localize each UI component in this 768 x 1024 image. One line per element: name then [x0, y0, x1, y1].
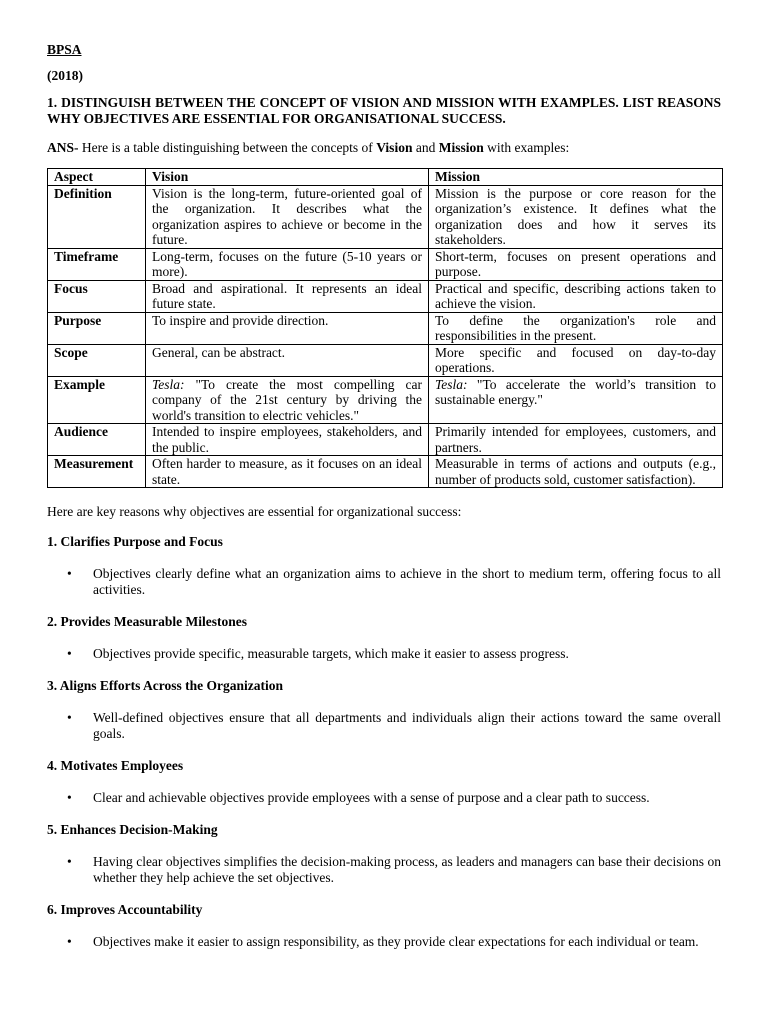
table-cell-mission: Practical and specific, describing actions taken to achieve the vision. [429, 280, 723, 312]
header-mission: Mission [429, 169, 723, 186]
table-header-row [48, 169, 723, 186]
answer-text-before: Here is a table distinguishing between the concepts of [78, 140, 377, 155]
table-row [48, 376, 723, 424]
table-cell-vision: To inspire and provide direction. [146, 312, 429, 344]
table-cell-mission: Primarily intended for employees, customers, and partners. [429, 424, 723, 456]
table-cell-mission: To define the organization's role and responsibilities in the present. [429, 312, 723, 344]
reason-heading: 1. Clarifies Purpose and Focus [47, 534, 223, 549]
reason-section [47, 678, 721, 742]
table-row [48, 280, 723, 312]
table-cell-vision [146, 376, 429, 424]
table-row [48, 312, 723, 344]
vision-example-quote: "To create the most compelling car company of the 21st century by driving the world's transition to electric vehicles." [152, 376, 422, 423]
answer-and-word: and [412, 140, 439, 155]
reason-section [47, 758, 721, 806]
reasons-intro: Here are key reasons why objectives are essential for organizational success: [47, 504, 462, 519]
table-cell-aspect: Scope [48, 344, 146, 376]
mission-example-quote: "To accelerate the world’s transition to sustainable energy." [435, 376, 716, 407]
table-row [48, 248, 723, 280]
answer-intro [47, 140, 721, 156]
table-cell-vision: Often harder to measure, as it focuses on an ideal state. [146, 456, 429, 488]
bullet-icon: • [67, 934, 72, 949]
table-cell-vision: Long-term, focuses on the future (5-10 years or more). [146, 248, 429, 280]
reason-bullet [47, 566, 721, 598]
table-cell-mission: Measurable in terms of actions and outputs (e.g., number of products sold, customer satisfaction). [429, 456, 723, 488]
table-cell-aspect: Measurement [48, 456, 146, 488]
table-cell-mission: Short-term, focuses on present operations and purpose. [429, 248, 723, 280]
table-cell-mission: Mission is the purpose or core reason for the organization’s existence. It defines what the organization does and how it serves its stakeholders. [429, 185, 723, 248]
vision-example-company: Tesla: [152, 376, 185, 392]
reason-bullet-text: Objectives provide specific, measurable targets, which make it easier to assess progress. [93, 646, 569, 661]
reason-bullet-text: Having clear objectives simplifies the decision-making process, as leaders and managers can base their decisions on whether they help achieve the set objectives. [93, 854, 721, 885]
reason-bullet-text: Clear and achievable objectives provide employees with a sense of purpose and a clear path to success. [93, 790, 650, 805]
answer-vision-word: Vision [376, 140, 413, 155]
answer-label: ANS- [47, 140, 79, 155]
reason-heading: 2. Provides Measurable Milestones [47, 614, 247, 629]
bullet-icon: • [67, 646, 72, 661]
table-cell-aspect: Purpose [48, 312, 146, 344]
table-cell-aspect: Definition [48, 185, 146, 248]
reason-bullet-text: Objectives clearly define what an organization aims to achieve in the short to medium term, offering focus to all activities. [93, 566, 721, 597]
reason-section [47, 902, 721, 950]
table-row [48, 185, 723, 248]
reason-bullet [47, 646, 721, 662]
table-row [48, 344, 723, 376]
reason-bullet [47, 854, 721, 886]
reason-bullet [47, 710, 721, 742]
table-cell-vision: Vision is the long-term, future-oriented goal of the organization. It describes what the organization aspires to achieve or become in the future. [146, 185, 429, 248]
reason-heading: 5. Enhances Decision-Making [47, 822, 218, 837]
reason-heading: 6. Improves Accountability [47, 902, 203, 917]
mission-example-company: Tesla: [435, 376, 468, 392]
reason-bullet [47, 790, 721, 806]
table-cell-vision: Broad and aspirational. It represents an ideal future state. [146, 280, 429, 312]
reason-heading: 4. Motivates Employees [47, 758, 184, 773]
reason-section [47, 822, 721, 886]
document-title: BPSA [47, 42, 82, 57]
reason-bullet-text: Well-defined objectives ensure that all departments and individuals align their actions toward the same overall goals. [93, 710, 721, 741]
table-cell-vision: General, can be abstract. [146, 344, 429, 376]
table-cell-aspect: Example [48, 376, 146, 424]
answer-text-after: with examples: [483, 140, 570, 155]
bullet-icon: • [67, 854, 72, 869]
table-row [48, 456, 723, 488]
question-text: 1. DISTINGUISH BETWEEN THE CONCEPT OF VISION AND MISSION WITH EXAMPLES. LIST REASONS WHY OBJECTIVES ARE ESSENTIAL FOR ORGANISATIONAL SUCCESS. [47, 95, 721, 126]
table-cell-mission: More specific and focused on day-to-day operations. [429, 344, 723, 376]
reason-section [47, 534, 721, 598]
table-cell-aspect: Focus [48, 280, 146, 312]
table-row [48, 424, 723, 456]
bullet-icon: • [67, 566, 72, 581]
reason-bullet-text: Objectives make it easier to assign responsibility, as they provide clear expectations for each individual or team. [93, 934, 699, 949]
reason-heading: 3. Aligns Efforts Across the Organization [47, 678, 283, 693]
table-cell-vision: Intended to inspire employees, stakeholders, and the public. [146, 424, 429, 456]
vision-mission-table [47, 168, 723, 488]
bullet-icon: • [67, 710, 72, 725]
header-vision: Vision [146, 169, 429, 186]
table-cell-aspect: Timeframe [48, 248, 146, 280]
reason-section [47, 614, 721, 662]
answer-mission-word: Mission [438, 140, 484, 155]
table-cell-aspect: Audience [48, 424, 146, 456]
document-year: (2018) [47, 68, 83, 83]
reason-bullet [47, 934, 721, 950]
table-cell-mission [429, 376, 723, 424]
bullet-icon: • [67, 790, 72, 805]
header-aspect: Aspect [48, 169, 146, 186]
